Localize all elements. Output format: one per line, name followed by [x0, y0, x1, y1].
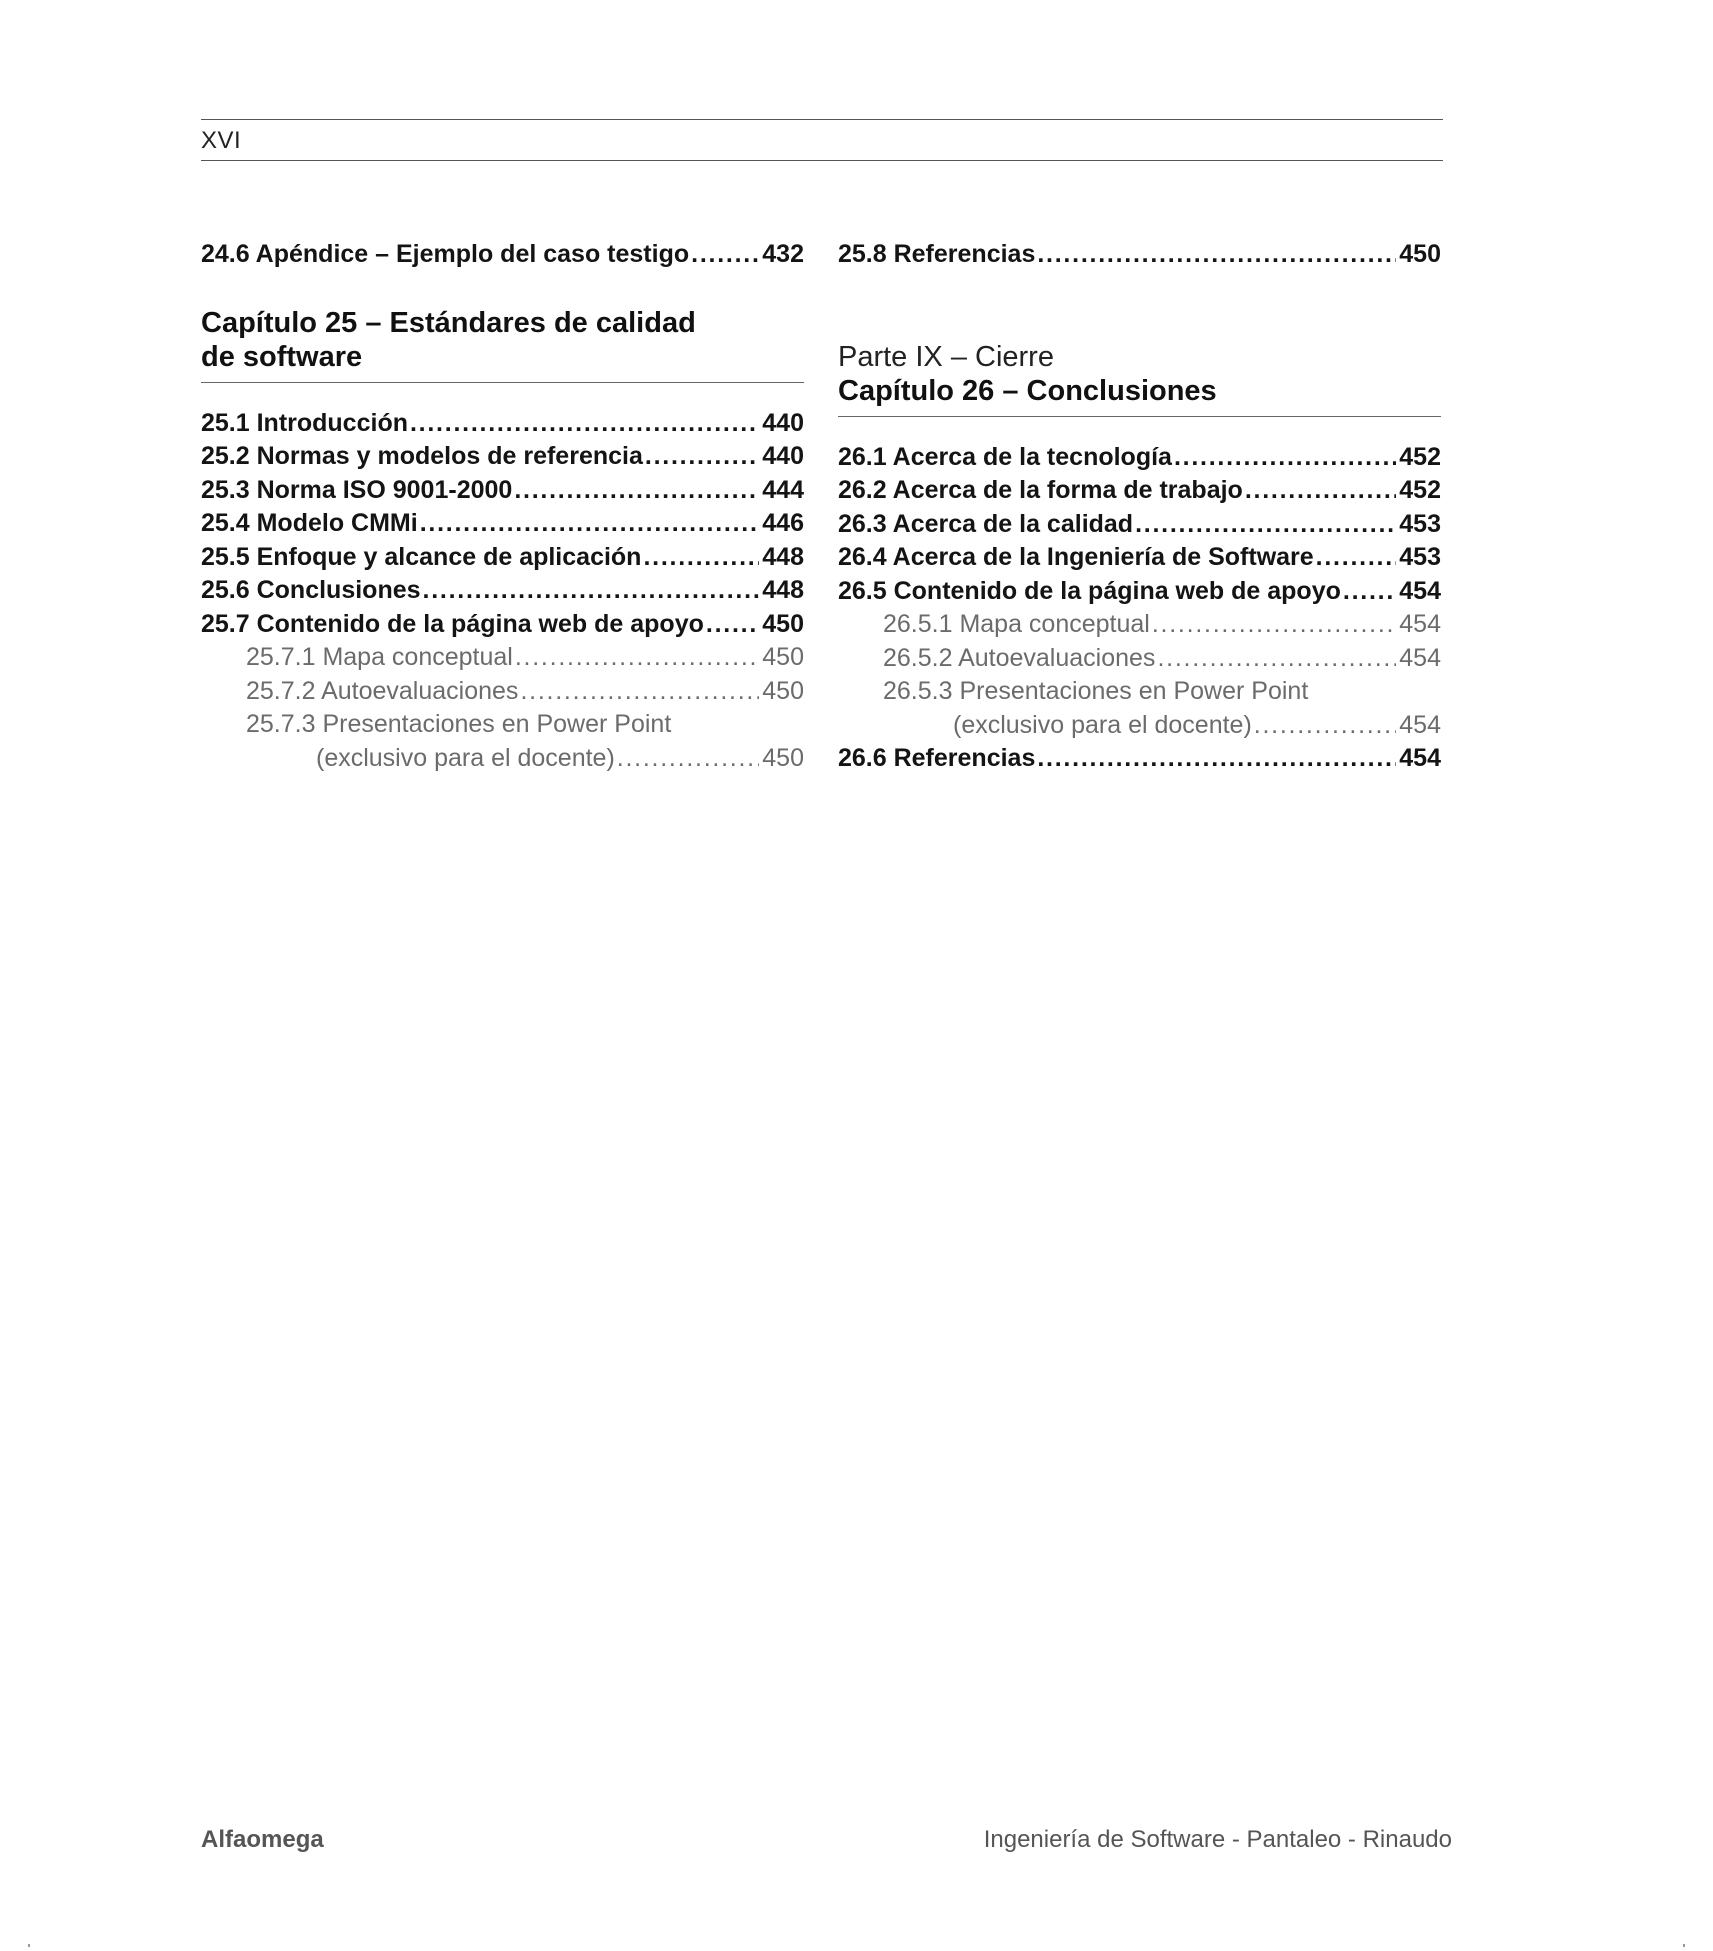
toc-subentry-label: 25.7.3 Presentaciones en Power Point — [246, 710, 672, 738]
toc-entry-page: 440 — [762, 442, 804, 470]
leader-dots — [423, 574, 760, 608]
toc-entry-page: 454 — [1399, 744, 1441, 772]
leader-dots — [410, 407, 759, 441]
crop-mark — [1683, 1944, 1685, 1947]
toc-entry[interactable] — [201, 238, 804, 272]
footer-book-title: Ingeniería de Software - Pantaleo - Rinaudo — [983, 1826, 1452, 1853]
toc-left-column — [201, 238, 804, 775]
toc-subentry-label: 25.7.2 Autoevaluaciones — [246, 676, 519, 705]
toc-entry-label: 26.2 Acerca de la forma de trabajo — [838, 476, 1243, 504]
toc-entry[interactable] — [201, 574, 804, 608]
leader-dots — [420, 507, 760, 541]
toc-entry-label: 24.6 Apéndice – Ejemplo del caso testigo — [201, 240, 690, 268]
toc-entry[interactable] — [201, 474, 804, 508]
toc-subentry-page: 450 — [762, 743, 804, 772]
toc-subentry-label-continued: (exclusivo para el docente) — [953, 710, 1252, 739]
toc-entry-page: 448 — [762, 542, 804, 571]
toc-entry[interactable] — [838, 742, 1441, 776]
leader-dots — [1174, 441, 1396, 475]
toc-subentry[interactable] — [201, 641, 804, 675]
toc-subentry-label: 25.7.1 Mapa conceptual — [246, 643, 513, 671]
toc-subentry[interactable] — [838, 608, 1441, 642]
toc-subentry-page: 450 — [762, 643, 804, 671]
toc-subentry-page: 454 — [1399, 710, 1441, 739]
leader-dots — [514, 474, 759, 508]
toc-entry[interactable] — [838, 441, 1441, 475]
chapter-rule — [838, 416, 1441, 417]
toc-entry-page: 450 — [762, 609, 804, 638]
toc-entry[interactable] — [838, 541, 1441, 575]
leader-dots — [691, 238, 759, 272]
toc-subentry-label-continued: (exclusivo para el docente) — [316, 743, 615, 772]
leader-dots — [1037, 238, 1396, 272]
toc-entry[interactable] — [201, 407, 804, 441]
toc-entry[interactable] — [201, 608, 804, 642]
toc-entry-page: 454 — [1399, 576, 1441, 605]
toc-subentry-page: 450 — [762, 676, 804, 705]
toc-subentry[interactable] — [838, 675, 1441, 742]
leader-dots — [1254, 709, 1397, 743]
leader-dots — [706, 608, 759, 642]
toc-entry[interactable] — [838, 474, 1441, 508]
header-top-rule — [201, 119, 1443, 120]
toc-subentry-page: 454 — [1399, 610, 1441, 638]
leader-dots — [1135, 508, 1396, 542]
toc-entry-label: 26.5 Contenido de la página web de apoyo — [838, 576, 1341, 605]
toc-entry-label: 26.3 Acerca de la calidad — [838, 509, 1134, 538]
chapter-title-line: Capítulo 25 – Estándares de calidad — [201, 306, 696, 339]
toc-entry-label: 25.1 Introducción — [201, 408, 408, 437]
toc-subentry[interactable] — [201, 708, 804, 775]
toc-entry[interactable] — [838, 238, 1441, 272]
crop-mark — [28, 1944, 30, 1947]
toc-entry[interactable] — [201, 440, 804, 474]
leader-dots — [1245, 474, 1396, 508]
toc-entry-label: 26.4 Acerca de la Ingeniería de Software — [838, 543, 1314, 571]
toc-entry[interactable] — [838, 575, 1441, 609]
toc-right-column — [838, 238, 1441, 776]
toc-entry-label: 25.2 Normas y modelos de referencia — [201, 442, 643, 470]
toc-entry-label: 25.3 Norma ISO 9001-2000 — [201, 475, 513, 504]
leader-dots — [643, 541, 759, 575]
toc-entry[interactable] — [838, 508, 1441, 542]
toc-entry-page: 453 — [1399, 543, 1441, 571]
chapter-title — [201, 306, 804, 374]
toc-subentry-label: 26.5.3 Presentaciones en Power Point — [883, 677, 1309, 705]
leader-dots — [1316, 541, 1397, 575]
header-bottom-rule — [201, 160, 1443, 161]
toc-entry-page: 452 — [1399, 476, 1441, 504]
footer-publisher: Alfaomega — [201, 1826, 324, 1853]
toc-entry-label: 25.6 Conclusiones — [201, 576, 421, 604]
toc-entry-page: 452 — [1399, 442, 1441, 471]
leader-dots — [515, 641, 759, 675]
toc-entry-label: 26.1 Acerca de la tecnología — [838, 442, 1172, 471]
toc-entry-label: 25.5 Enfoque y alcance de aplicación — [201, 542, 642, 571]
toc-entry-label: 26.6 Referencias — [838, 744, 1036, 772]
toc-entry-page: 446 — [762, 509, 804, 537]
page-number: XVI — [201, 127, 242, 154]
toc-entry-page: 450 — [1399, 240, 1441, 268]
toc-subentry-label: 26.5.2 Autoevaluaciones — [883, 643, 1156, 672]
toc-subentry-label: 26.5.1 Mapa conceptual — [883, 610, 1150, 638]
toc-subentry[interactable] — [201, 675, 804, 709]
toc-entry[interactable] — [201, 541, 804, 575]
toc-entry-label: 25.4 Modelo CMMi — [201, 509, 418, 537]
chapter-title-line: de software — [201, 340, 363, 373]
toc-entry-page: 453 — [1399, 509, 1441, 538]
leader-dots — [1152, 608, 1396, 642]
toc-entry-page: 432 — [762, 240, 804, 268]
toc-entry[interactable] — [201, 507, 804, 541]
toc-entry-page: 448 — [762, 576, 804, 604]
leader-dots — [1157, 642, 1396, 676]
leader-dots — [1343, 575, 1396, 609]
toc-entry-label: 25.8 Referencias — [838, 240, 1036, 268]
part-title: Parte IX – Cierre — [838, 340, 1054, 373]
leader-dots — [645, 440, 759, 474]
toc-subentry[interactable] — [838, 642, 1441, 676]
leader-dots — [1037, 742, 1396, 776]
leader-dots — [520, 675, 759, 709]
chapter-title: Capítulo 26 – Conclusiones — [838, 374, 1217, 407]
toc-entry-label: 25.7 Contenido de la página web de apoyo — [201, 609, 704, 638]
chapter-rule — [201, 382, 804, 383]
toc-subentry-page: 454 — [1399, 643, 1441, 672]
toc-entry-page: 440 — [762, 408, 804, 437]
leader-dots — [617, 742, 760, 776]
toc-entry-page: 444 — [762, 475, 804, 504]
